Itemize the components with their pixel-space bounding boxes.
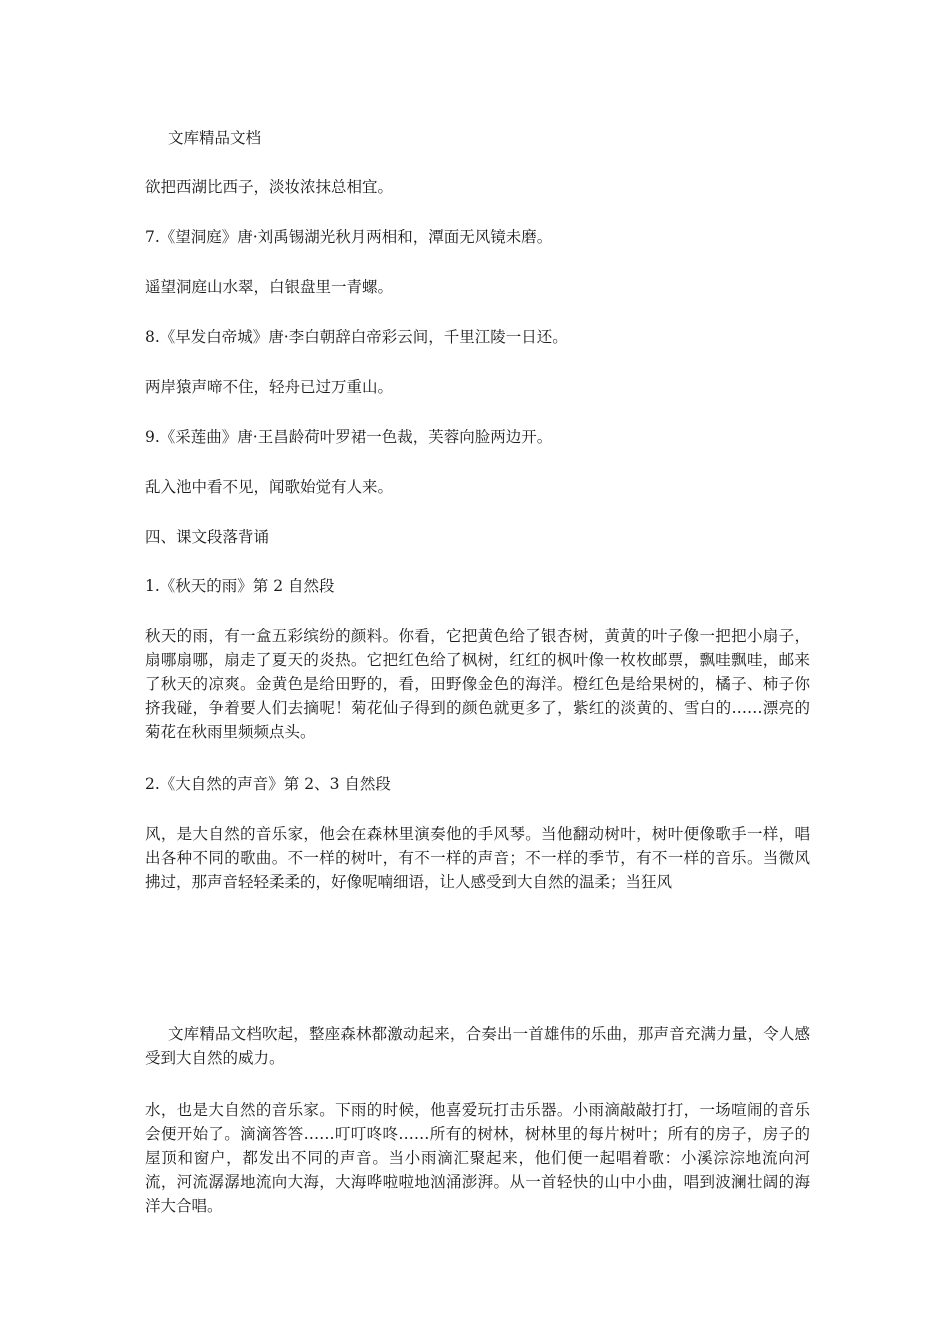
poem-title-line: 7.《望洞庭》唐·刘禹锡湖光秋月两相和，潭面无风镜未磨。: [145, 228, 553, 246]
passage-paragraph: 水，也是大自然的音乐家。下雨的时候，他喜爱玩打击乐器。小雨滴敲敲打打，一场喧闹的音乐会便开始了。滴滴答答……叮叮咚咚……所有的树林，树林里的每片树叶；所有的房子，房子的屋顶和窗户，都发出不同的声音。当小雨滴汇聚起来，他们便一起唱着歌：小溪淙淙地流向河流，河流潺潺地流向大海，大海哗啦啦地汹涌澎湃。从一首轻快的山中小曲，唱到波澜壮阔的海洋大合唱。: [145, 1101, 810, 1215]
subsection-heading: 1.《秋天的雨》第 2 自然段: [145, 577, 335, 595]
section-heading: 四、课文段落背诵: [145, 528, 270, 546]
passage-paragraph: 文库精品文档吹起，整座森林都激动起来，合奏出一首雄伟的乐曲，那声音充满力量，令人感受到大自然的威力。: [145, 1025, 810, 1067]
poem-title-line: 9.《采莲曲》唐·王昌龄荷叶罗裙一色裁，芙蓉向脸两边开。: [145, 428, 553, 446]
page-header: 文库精品文档: [168, 129, 262, 147]
poem-line: 乱入池中看不见，闻歌始觉有人来。: [145, 478, 394, 496]
poem-line: 欲把西湖比西子，淡妆浓抹总相宜。: [145, 178, 394, 196]
passage-paragraph: 秋天的雨，有一盒五彩缤纷的颜料。你看，它把黄色给了银杏树，黄黄的叶子像一把把小扇子，扇哪扇哪，扇走了夏天的炎热。它把红色给了枫树，红红的枫叶像一枚枚邮票，飘哇飘哇，邮来了秋天的凉爽。金黄色是给田野的，看，田野像金色的海洋。橙红色是给果树的，橘子、柿子你挤我碰，争着要人们去摘呢！菊花仙子得到的颜色就更多了，紫红的淡黄的、雪白的……漂亮的菊花在秋雨里频频点头。: [145, 627, 810, 741]
poem-line: 两岸猿声啼不住，轻舟已过万重山。: [145, 378, 394, 396]
passage-paragraph: 风，是大自然的音乐家，他会在森林里演奏他的手风琴。当他翻动树叶，树叶便像歌手一样，唱出各种不同的歌曲。不一样的树叶，有不一样的声音；不一样的季节，有不一样的音乐。当微风拂过，那声音轻轻柔柔的，好像呢喃细语，让人感受到大自然的温柔；当狂风: [145, 825, 810, 891]
poem-line: 遥望洞庭山水翠，白银盘里一青螺。: [145, 278, 394, 296]
subsection-heading: 2.《大自然的声音》第 2、3 自然段: [145, 775, 391, 793]
poem-title-line: 8.《早发白帝城》唐·李白朝辞白帝彩云间，千里江陵一日还。: [145, 328, 568, 346]
